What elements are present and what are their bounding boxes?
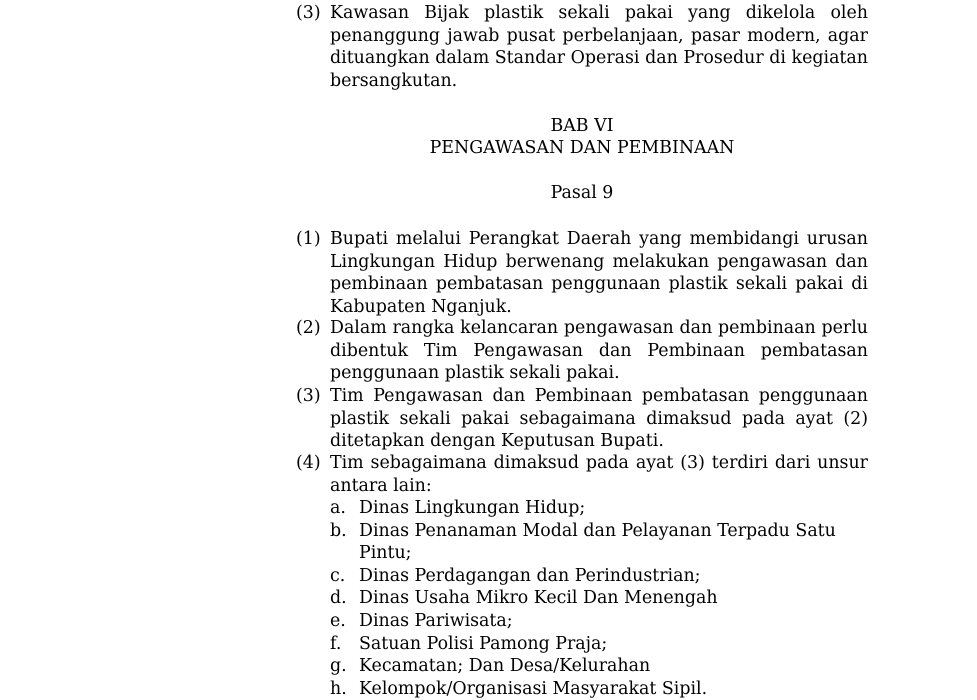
clause-number: (3): [296, 386, 321, 406]
clause-1: [296, 228, 868, 318]
clause-3: [296, 385, 868, 453]
list-item: [330, 565, 870, 588]
clause-previous-3: [296, 2, 868, 92]
clause-4: [296, 452, 868, 497]
list-item-letter: b.: [330, 520, 347, 541]
list-item-letter: h.: [330, 678, 347, 699]
clause-text: Kawasan Bijak plastik sekali pakai yang dikelola oleh penanggung jawab pusat perbelanjaan, pasar modern, agar dituangkan dalam Standar Operasi dan Prosedur di kegiatan bersangkutan.: [330, 3, 868, 91]
list-item-text: Dinas Penanaman Modal dan Pelayanan Terpadu Satu Pintu;: [359, 520, 836, 564]
list-item-letter: e.: [330, 610, 346, 631]
list-item: [330, 587, 870, 610]
clause-text: Bupati melalui Perangkat Daerah yang membidangi urusan Lingkungan Hidup berwenang melakukan pengawasan dan pembinaan pembatasan penggunaan plastik sekali pakai di Kabupaten Nganjuk.: [330, 229, 868, 317]
list-item: [330, 655, 870, 678]
list-item-letter: f.: [330, 633, 342, 654]
list-item-text: Dinas Lingkungan Hidup;: [359, 498, 586, 518]
clause-text: Tim sebagaimana dimaksud pada ayat (3) terdiri dari unsur antara lain:: [330, 453, 868, 496]
article-title: Pasal 9: [550, 183, 614, 203]
chapter-title: PENGAWASAN DAN PEMBINAAN: [429, 138, 735, 158]
list-item-letter: d.: [330, 588, 347, 609]
clause-text: Tim Pengawasan dan Pembinaan pembatasan penggunaan plastik sekali pakai sebagaimana dimaksud pada ayat (2) ditetapkan dengan Keputusan Bupati.: [330, 386, 868, 452]
clause-text: Dalam rangka kelancaran pengawasan dan pembinaan perlu dibentuk Tim Pengawasan dan Pembinaan pembatasan penggunaan plastik sekali pakai.: [330, 318, 868, 384]
list-item: [330, 610, 870, 633]
chapter-number: BAB VI: [550, 116, 614, 136]
list-item-letter: a.: [330, 498, 346, 518]
clause-number: (1): [296, 229, 321, 249]
list-item-text: Kelompok/Organisasi Masyarakat Sipil.: [359, 678, 708, 699]
clause-number: (2): [296, 318, 321, 338]
list-item-text: Dinas Usaha Mikro Kecil Dan Menengah: [359, 588, 718, 609]
list-item-text: Dinas Pariwisata;: [359, 610, 513, 631]
list-item: [330, 497, 870, 520]
list-item-text: Satuan Polisi Pamong Praja;: [359, 633, 608, 654]
list-item-text: Dinas Perdagangan dan Perindustrian;: [359, 565, 701, 586]
clause-number: (3): [296, 3, 321, 23]
list-item: [330, 520, 870, 565]
clause-number: (4): [296, 453, 321, 473]
list-item-letter: c.: [330, 565, 346, 586]
list-item: [330, 633, 870, 656]
list-item-letter: g.: [330, 656, 347, 677]
list-item: [330, 678, 870, 700]
clause-2: [296, 317, 868, 385]
list-item-text: Kecamatan; Dan Desa/Kelurahan: [359, 656, 651, 677]
team-member-list: [330, 497, 870, 700]
